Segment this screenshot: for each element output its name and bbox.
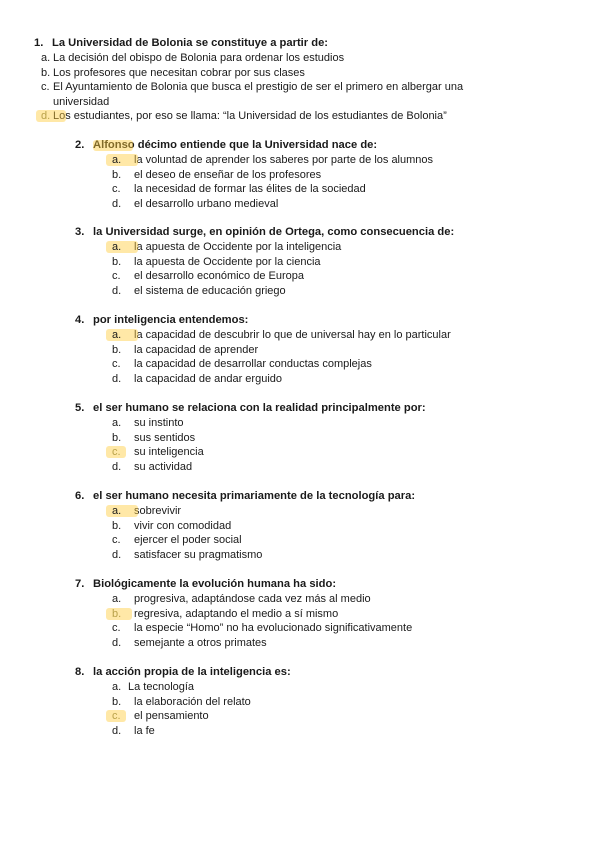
- option-a: a. La tecnología: [112, 681, 195, 693]
- question-3: [75, 225, 454, 298]
- option-b: b. sus sentidos: [112, 431, 196, 444]
- question-2: [75, 138, 433, 211]
- option-b: b. regresiva, adaptando el medio a sí mismo: [112, 607, 412, 622]
- option-b: b. la capacidad de aprender: [112, 343, 259, 356]
- question-number: 8.: [75, 666, 85, 678]
- question-number: 1.: [34, 37, 44, 49]
- option-c: c. El Ayuntamiento de Bolonia que busca el prestigio de ser el primero en albergar una: [41, 81, 464, 94]
- question-text: la Universidad surge, en opinión de Ortega, como consecuencia de:: [93, 226, 455, 238]
- question-number: 6.: [75, 490, 85, 502]
- question-6: [75, 489, 415, 562]
- question-title: [75, 225, 454, 239]
- option-c: c. su inteligencia: [112, 445, 426, 460]
- option-b: b. vivir con comodidad: [112, 519, 232, 532]
- question-number: 4.: [75, 314, 85, 326]
- option-d: d. el sistema de educación griego: [112, 284, 286, 297]
- question-number: 5.: [75, 402, 85, 414]
- question-number: 7.: [75, 578, 85, 590]
- option-c: c. la capacidad de desarrollar conductas complejas: [112, 358, 372, 371]
- option-d: d. la fe: [112, 724, 155, 737]
- option-c: c. la especie “Homo” no ha evolucionado significativamente: [112, 622, 413, 635]
- option-b: b. el deseo de enseñar de los profesores: [112, 168, 322, 181]
- question-4: [75, 313, 451, 386]
- option-a: a. progresiva, adaptándose cada vez más al medio: [112, 593, 371, 605]
- option-d: d. el desarrollo urbano medieval: [112, 197, 279, 210]
- question-number: 3.: [75, 226, 85, 238]
- option-b: b. Los profesores que necesitan cobrar por sus clases: [41, 66, 305, 79]
- question-title: [75, 313, 451, 327]
- option-c-continued: universidad: [53, 95, 110, 108]
- option-d: d. semejante a otros primates: [112, 636, 267, 649]
- option-c: c. el desarrollo económico de Europa: [112, 270, 304, 283]
- answer-highlight: [93, 140, 133, 151]
- question-1: [34, 36, 463, 124]
- question-title: [75, 665, 291, 679]
- option-d: d. la capacidad de andar erguido: [112, 372, 283, 385]
- option-d: d. satisfacer su pragmatismo: [112, 548, 263, 561]
- option-a: a. la capacidad de descubrir lo que de universal hay en lo particular: [112, 328, 451, 343]
- option-b: b. la apuesta de Occidente por la ciencia: [112, 255, 321, 268]
- question-number: 2.: [75, 139, 85, 151]
- question-title: [75, 489, 415, 503]
- option-a: a. la voluntad de aprender los saberes por parte de los alumnos: [112, 153, 433, 168]
- question-text: el ser humano necesita primariamente de la tecnología para:: [93, 490, 416, 502]
- option-c: c. el pensamiento: [112, 709, 291, 724]
- option-a: a. su instinto: [112, 417, 184, 429]
- question-title: [75, 577, 412, 591]
- question-text: el ser humano se relaciona con la realidad principalmente por:: [93, 402, 426, 414]
- option-a: a. la apuesta de Occidente por la inteligencia: [112, 240, 454, 255]
- question-text: La Universidad de Bolonia se constituye a partir de:: [52, 37, 329, 49]
- question-8: [75, 665, 291, 738]
- option-d: d. Los estudiantes, por eso se llama: “la Universidad de los estudiantes de Bolonia”: [41, 109, 463, 124]
- option-b: b. la elaboración del relato: [112, 695, 251, 708]
- option-c: c. ejercer el poder social: [112, 534, 242, 547]
- question-5: [75, 401, 426, 474]
- option-a: a. La decisión del obispo de Bolonia para ordenar los estudios: [41, 52, 345, 64]
- question-title: [75, 401, 426, 415]
- question-text: Alfonso décimo entiende que la Universidad nace de:: [93, 139, 378, 151]
- question-title: [34, 36, 463, 50]
- question-7: [75, 577, 412, 650]
- question-text: la acción propia de la inteligencia es:: [93, 666, 291, 678]
- question-title: [75, 138, 433, 152]
- option-d: d. su actividad: [112, 460, 193, 473]
- option-c: c. la necesidad de formar las élites de la sociedad: [112, 183, 366, 196]
- option-a: a. sobrevivir: [112, 504, 415, 519]
- question-text: Biológicamente la evolución humana ha sido:: [93, 578, 337, 590]
- question-text: por inteligencia entendemos:: [93, 314, 249, 326]
